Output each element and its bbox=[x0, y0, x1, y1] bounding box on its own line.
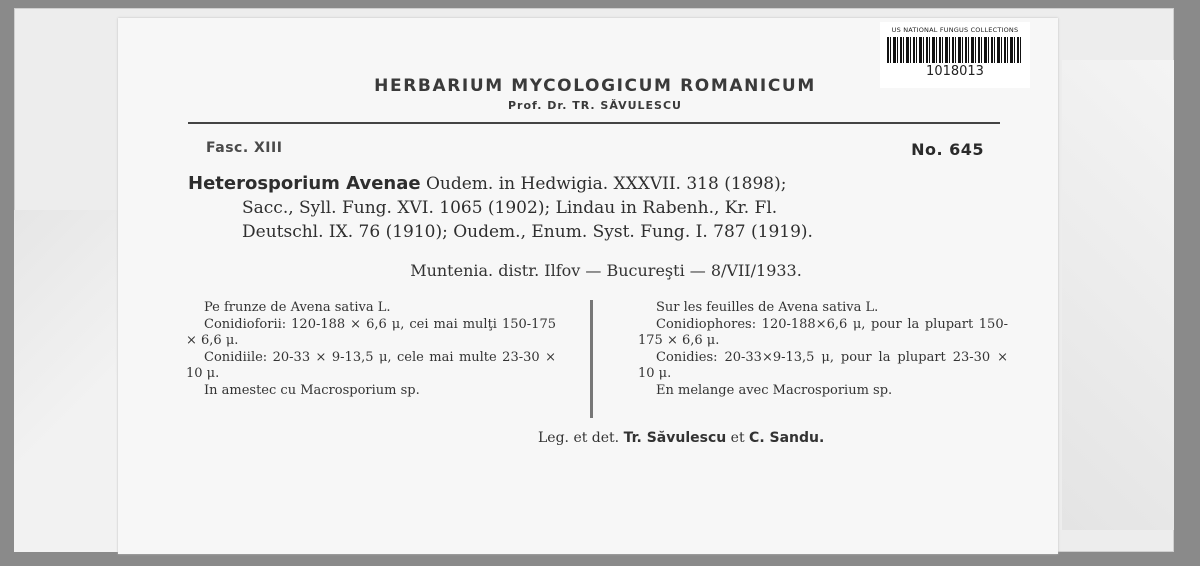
collector-joiner: et bbox=[726, 430, 750, 446]
herbarium-title: HERBARIUM MYCOLOGICUM ROMANICUM bbox=[374, 76, 816, 96]
specimen-number: No. 645 bbox=[911, 140, 984, 159]
herbarium-subtitle: Prof. Dr. TR. SĂVULESCU bbox=[507, 99, 682, 112]
mixture-fr: En melange avec Macrosporium sp. bbox=[656, 382, 893, 398]
french-description bbox=[638, 300, 1008, 399]
collector-name-1: Tr. Săvulescu bbox=[623, 430, 727, 446]
conidia-fr: Conidies: 20-33×9-13,5 μ, pour la plupart 23-30 × 10 μ. bbox=[638, 349, 1008, 381]
fascicle-number: Fasc. XIII bbox=[206, 140, 283, 156]
mixture-ro: In amestec cu Macrosporium sp. bbox=[204, 382, 420, 398]
collector-name-2: C. Sandu. bbox=[749, 430, 825, 446]
conidiophores-ro: Conidioforii: 120-188 × 6,6 μ, cei mai mulţi 150-175 × 6,6 μ. bbox=[186, 316, 556, 348]
species-name: Heterosporium Avenae bbox=[188, 173, 421, 194]
column-divider bbox=[590, 300, 593, 418]
host-ro: Pe frunze de Avena sativa L. bbox=[204, 300, 391, 315]
citation-line-2: Sacc., Syll. Fung. XVI. 1065 (1902); Lindau in Rabenh., Kr. Fl. bbox=[242, 198, 778, 218]
envelope-flap-right bbox=[1062, 60, 1174, 530]
barcode-sticker bbox=[880, 22, 1030, 88]
envelope-flap-left bbox=[14, 210, 119, 552]
barcode-number: 1018013 bbox=[926, 64, 984, 79]
species-citation bbox=[188, 172, 1008, 244]
host-fr: Sur les feuilles de Avena sativa L. bbox=[656, 300, 879, 315]
collector-line bbox=[538, 430, 998, 446]
romanian-description bbox=[186, 300, 556, 399]
citation-line-3: Deutschl. IX. 76 (1910); Oudem., Enum. Syst. Fung. I. 787 (1919). bbox=[242, 222, 813, 242]
conidiophores-fr: Conidiophores: 120-188×6,6 μ, pour la plupart 150-175 × 6,6 μ. bbox=[638, 316, 1008, 348]
locality-date: Muntenia. distr. Ilfov — Bucureşti — 8/VII/1933. bbox=[410, 261, 802, 280]
header-rule bbox=[188, 122, 1000, 124]
citation-line-1: Oudem. in Hedwigia. XXXVII. 318 (1898); bbox=[420, 174, 787, 194]
barcode-caption: US NATIONAL FUNGUS COLLECTIONS bbox=[891, 26, 1019, 34]
barcode-icon bbox=[887, 37, 1023, 63]
conidia-ro: Conidiile: 20-33 × 9-13,5 μ, cele mai multe 23-30 × 10 μ. bbox=[186, 349, 556, 381]
collector-prefix: Leg. et det. bbox=[538, 430, 624, 446]
